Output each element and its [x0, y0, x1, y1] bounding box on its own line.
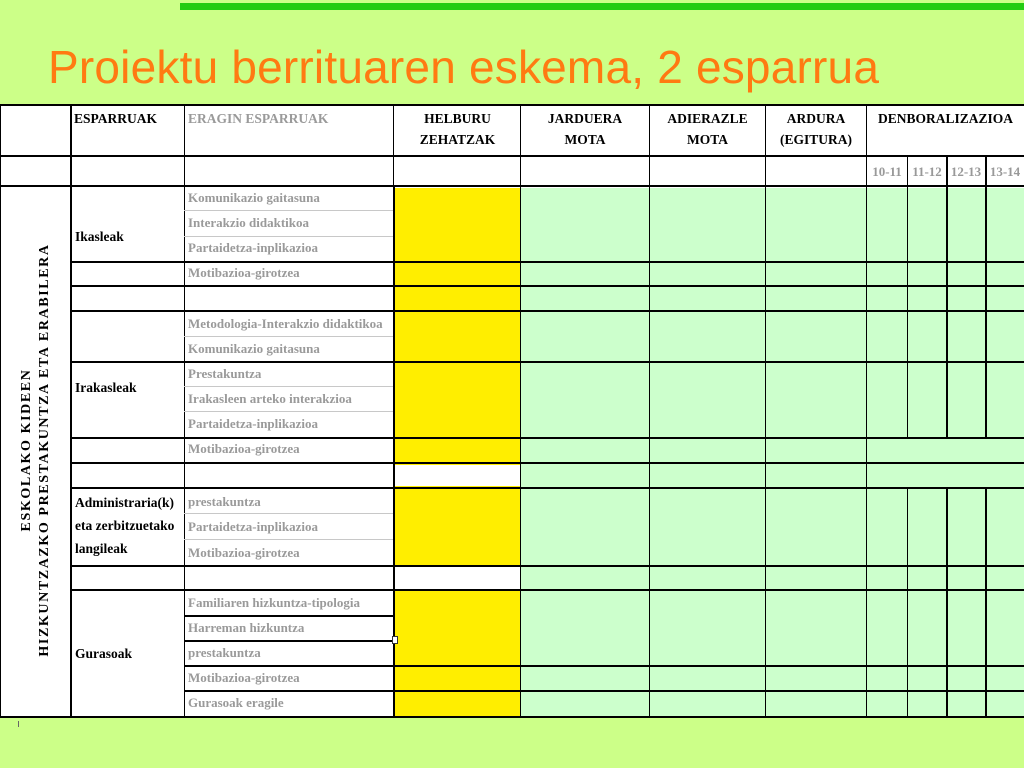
- influence-area-item: Motibazioa-girotzea: [188, 265, 300, 280]
- header-eragin-esparruak: ERAGIN ESPARRUAK: [188, 111, 329, 126]
- influence-area-item: Prestakuntza: [188, 366, 262, 381]
- header-ardura: ARDURA (EGITURA): [779, 111, 852, 147]
- period-label: 12-13: [950, 164, 982, 179]
- header-adierazle: ADIERAZLE MOTA: [667, 111, 748, 147]
- influence-area-item: prestakuntza: [188, 494, 261, 509]
- header-esparruak: ESPARRUAK: [74, 111, 158, 126]
- slide-title: Proiektu berrituaren eskema, 2 esparrua: [48, 41, 880, 93]
- cell-selection-handle[interactable]: [392, 636, 398, 644]
- influence-area-item: Gurasoak eragile: [188, 695, 284, 710]
- influence-area-item: Metodologia-Interakzio didaktikoa: [188, 316, 383, 331]
- domain-label: ESKOLAKO KIDEEN HIZKUNTZAZKO PRESTAKUNTZA ETA ERABILERA: [19, 243, 52, 657]
- influence-area-item: Partaidetza-inplikazioa: [188, 519, 318, 534]
- influence-area-item: Harreman hizkuntza: [188, 620, 305, 635]
- influence-area-item: Motibazioa-girotzea: [188, 545, 300, 560]
- influence-area-item: Motibazioa-girotzea: [188, 670, 300, 685]
- objectives-column-fill: [395, 188, 520, 718]
- period-label: 10-11: [872, 164, 902, 179]
- stakeholder-label: Administraria(k) eta zerbitzuetako langileak: [75, 495, 175, 556]
- header-jarduera: JARDUERA MOTA: [547, 111, 623, 147]
- stakeholder-label: Gurasoak: [75, 646, 133, 661]
- stakeholder-label: Ikasleak: [75, 229, 124, 244]
- stakeholder-label: Irakasleak: [75, 380, 137, 395]
- period-label: 11-12: [912, 164, 942, 179]
- influence-area-item: Motibazioa-girotzea: [188, 441, 300, 456]
- influence-area-item: Irakasleen arteko interakzioa: [188, 391, 352, 406]
- period-label: 13-14: [989, 164, 1021, 179]
- influence-area-item: Komunikazio gaitasuna: [188, 341, 320, 356]
- slide-marker: [18, 721, 19, 727]
- spacer-cell: [395, 465, 520, 486]
- influence-area-item: Familiaren hizkuntza-tipologia: [188, 595, 361, 610]
- spacer-cell: [395, 567, 520, 589]
- influence-area-item: Partaidetza-inplikazioa: [188, 416, 318, 431]
- influence-area-item: Partaidetza-inplikazioa: [188, 240, 318, 255]
- header-helburu: HELBURU ZEHATZAK: [419, 111, 496, 147]
- header-denboralizazioa: DENBORALIZAZIOA: [877, 111, 1014, 126]
- influence-area-item: prestakuntza: [188, 645, 261, 660]
- influence-area-item: Komunikazio gaitasuna: [188, 190, 320, 205]
- influence-area-item: Interakzio didaktikoa: [188, 215, 309, 230]
- accent-line: [180, 3, 1024, 10]
